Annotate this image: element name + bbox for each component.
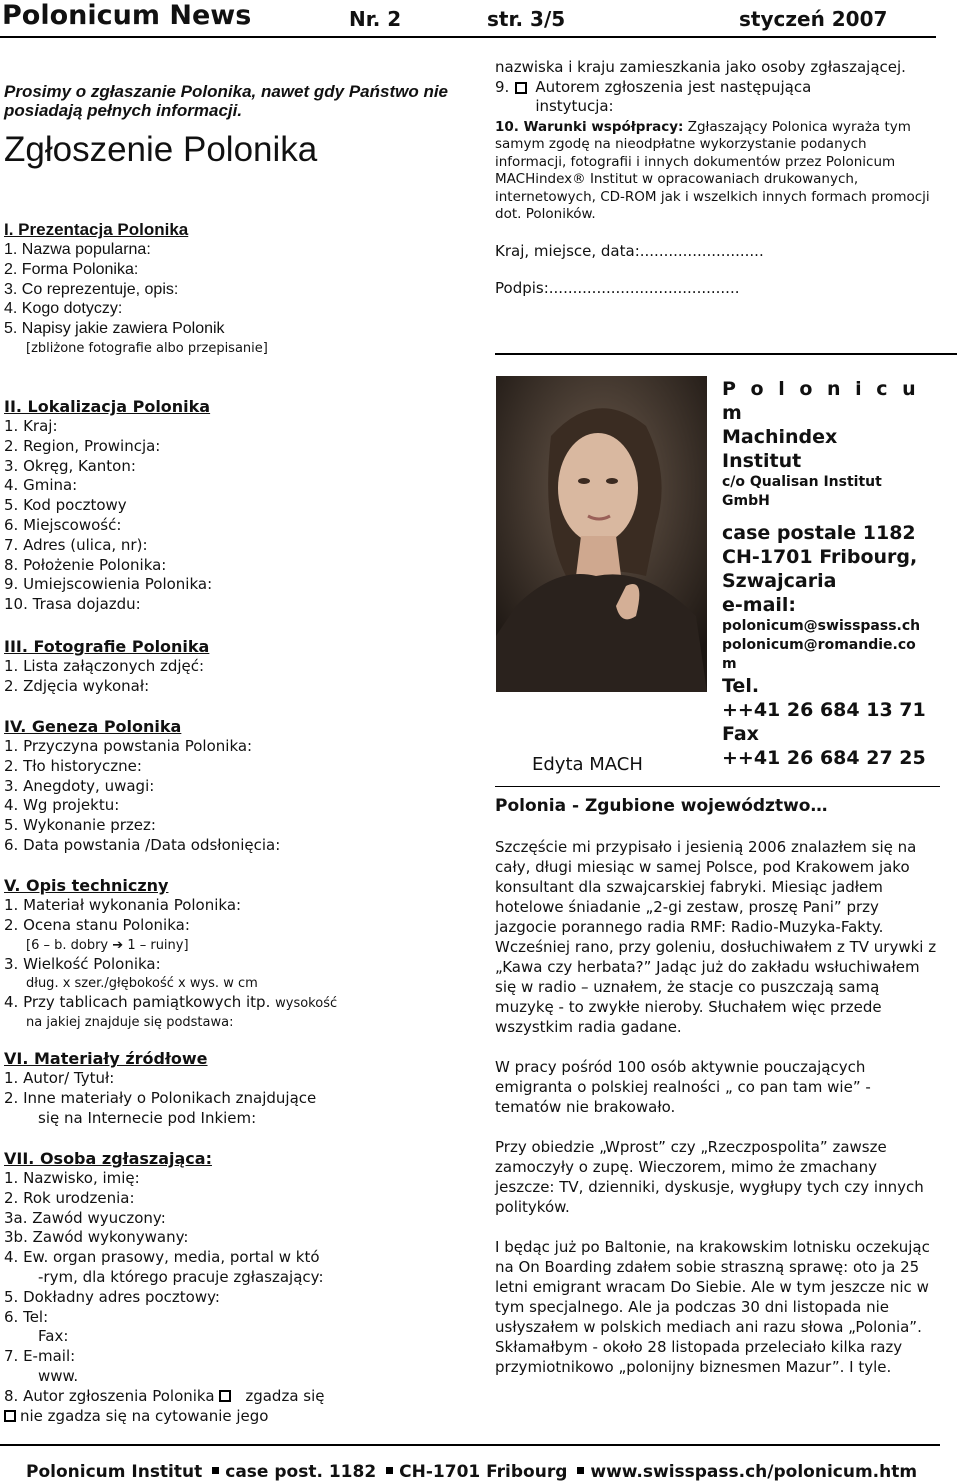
- terms-heading: 10. Warunki współpracy:: [495, 118, 684, 135]
- list-item: [4, 993, 337, 1013]
- fax-label: Fax:: [38, 1327, 69, 1346]
- list-item: 4. Wg projektu:: [4, 796, 120, 815]
- condition-scale: [4, 936, 337, 955]
- list-item: 9. Umiejscowienia Polonika:: [4, 575, 213, 594]
- section-title: II. Lokalizacja Polonika: [4, 397, 211, 416]
- postal-city: CH-1701 Fribourg,: [722, 546, 918, 568]
- list-item: 1. Przyczyna powstania Polonika:: [4, 737, 253, 755]
- signature-field: Podpis:........................................: [495, 279, 740, 297]
- continuation-text: nazwiska i kraju zamieszkania jako osoby zgłaszającej.: [495, 58, 906, 76]
- list-item: 5. Wykonanie przez:: [4, 816, 156, 835]
- list-item: [4, 1407, 325, 1427]
- divider: [495, 353, 957, 355]
- portrait-illustration: [496, 376, 707, 692]
- list-item-continuation: na jakiej znajduje się podstawa:: [26, 1015, 234, 1031]
- section-title: IV. Geneza Polonika: [4, 717, 182, 736]
- tel-label: Tel.: [722, 675, 760, 697]
- footer-city: CH-1701 Fribourg: [399, 1462, 568, 1482]
- list-item: 5. Dokładny adres pocztowy:: [4, 1287, 220, 1306]
- list-item: 3a. Zawód wyuczony:: [4, 1208, 166, 1227]
- list-item-label: Autorem zgłoszenia jest następująca instytucja:: [535, 77, 812, 115]
- page-footer: [0, 1444, 940, 1482]
- list-item: 8. Położenie Polonika:: [4, 555, 167, 574]
- checkbox-agree[interactable]: [219, 1390, 231, 1402]
- form-title: Zgłoszenie Polonika: [4, 130, 318, 169]
- list-item: 3b. Zawód wykonywany:: [4, 1228, 189, 1247]
- footer-institute: Polonicum Institut: [26, 1462, 203, 1482]
- section-title: III. Fotografie Polonika: [4, 637, 210, 656]
- www-label: www.: [38, 1366, 79, 1385]
- list-item: 3. Anegdoty, uwagi:: [4, 776, 155, 795]
- list-item-label: 8. Autor zgłoszenia Polonika: [4, 1386, 215, 1405]
- email-link[interactable]: polonicum@romandie.co: [722, 637, 916, 653]
- list-item: 3. Co reprezentuje, opis:: [4, 280, 179, 298]
- cooperation-terms: [495, 119, 940, 224]
- list-item: 3. Okręg, Kanton:: [4, 456, 136, 475]
- form-intro: [4, 82, 482, 170]
- email-link[interactable]: m: [722, 656, 737, 672]
- checkbox-institution[interactable]: [515, 82, 527, 94]
- section-title: V. Opis techniczny: [4, 876, 169, 895]
- fax-number: ++41 26 684 27 25: [722, 747, 926, 769]
- institute-name: P o l o n i c u m: [722, 378, 920, 424]
- article-paragraph: W pracy pośród 100 osób aktywnie pouczających emigranta o polskiej realności „ co pan tam wie” - tematów nie brakowało.: [495, 1058, 871, 1116]
- divider: [495, 786, 940, 787]
- section-location: [4, 397, 212, 615]
- list-item: 7. E-mail:: [4, 1347, 76, 1366]
- scale-good: [6 – b. dobry: [26, 937, 109, 953]
- list-item: 1. Nazwa popularna:: [4, 241, 151, 258]
- article-paragraph: Wcześniej rano, przy goleniu, dosłuchiwałem z TV urywki z „Kawa czy herbata?” Jadąc już do zakładu wsłuchiwałem się w radio – uznałem, że stacje co puszczają samą muzykę - to zwykłe nieroby. Słuchałem więc przede wszystkim radia gadane.: [495, 938, 937, 1036]
- intro-text: Prosimy o zgłaszanie Polonika, nawet gdy Państwo nie posiadają pełnych informacji.: [4, 82, 449, 120]
- footer-line: [26, 1462, 917, 1482]
- arrow-right-icon: ➔: [112, 937, 124, 953]
- portrait-photo: [496, 376, 707, 692]
- scale-ruin: 1 – ruiny]: [127, 937, 189, 953]
- fax-label: Fax: [722, 723, 759, 745]
- section-title: I. Prezentacja Polonika: [4, 220, 189, 239]
- list-item-continuation: -rym, dla którego pracuje zgłaszający:: [38, 1267, 324, 1286]
- list-item: 6. Tel:: [4, 1307, 49, 1326]
- agree-label: zgadza się: [245, 1386, 325, 1405]
- disagree-label: nie zgadza się na cytowanie jego: [20, 1406, 269, 1425]
- email-label: e-mail:: [722, 594, 797, 616]
- list-item: 1. Kraj:: [4, 417, 58, 435]
- checkbox-disagree[interactable]: [4, 1410, 16, 1422]
- list-item: 2. Inne materiały o Polonikach znajdujące: [4, 1088, 317, 1107]
- dimensions-note: dług. x szer./głębokość x wys. w cm: [26, 976, 258, 992]
- contact-block: [722, 377, 947, 770]
- list-item: 6. Miejscowość:: [4, 515, 122, 534]
- square-bullet-icon: [386, 1467, 393, 1474]
- section-genesis: [4, 717, 280, 856]
- list-item-continuation: się na Internecie pod Inkiem:: [38, 1108, 257, 1127]
- section-title: VII. Osoba zgłaszająca:: [4, 1149, 212, 1168]
- list-item: [4, 1387, 325, 1407]
- photo-caption: Edyta MACH: [532, 754, 643, 775]
- article-paragraph: I będąc już po Baltonie, na krakowskim lotnisku oczekując na On Boarding zdałem sobie straszną sprawę: oto ja 25 letni emigrant wracam Do Siebie. Ale w tym jeszcze nic w tym specjalnego. Ale ja podczas 30 dni listopada nie usłyszałem w polskich mediach ani razu słowa „Polonia”. Skłamałbym - około 28 listopada przeleciało kilka razy przymiotnikowo „polonijny biznesmen Mazur”. I tyle.: [495, 1238, 930, 1376]
- article-paragraph: Przy obiedzie „Wprost” czy „Rzeczpospolita” zawsze zamoczyły o zupę. Wieczorem, mimo że zmachany jeszcze: TV, dzienniki, dyskusje, wygłupy tych czy innych polityków.: [495, 1138, 924, 1216]
- list-item: 1. Autor/ Tytuł:: [4, 1069, 115, 1087]
- list-item: 2. Forma Polonika:: [4, 260, 139, 278]
- list-item: 5. Kod pocztowy: [4, 496, 127, 515]
- square-bullet-icon: [577, 1467, 584, 1474]
- article-paragraph: Szczęście mi przypisało i jesienią 2006 znalazłem się na cały, długi miesiąc w samej Polsce, pod Krakowem jako konsultant dla szwajcarskiej fabryki. Miesiąc jadłem hotelowe śniadanie „2-gi zestaw, proszę Pani” przy jazgocie porannego radia RMF: Radio-Muzyka-Fakty.: [495, 838, 917, 936]
- article: [495, 795, 940, 1377]
- issue-date: styczeń 2007: [739, 7, 888, 31]
- article-title: Polonia - Zgubione województwo…: [495, 796, 828, 816]
- terms-text: Zgłaszający Polonica wyraża tym samym zgodę na nieodpłatne wykorzystanie podanych informacji, fotografii i innych dokumentów przez Polonicum MACHindex® Institut w opracowaniach drukowanych, internetowych, CD-ROM jak i wszelkich innych formach promocji dot. Poloników.: [495, 118, 930, 222]
- list-item: 4. Ew. organ prasowy, media, portal w któ: [4, 1248, 320, 1267]
- place-date-field: Kraj, miejsce, data:..........................: [495, 241, 764, 260]
- list-item: 1. Lista załączonych zdjęć:: [4, 657, 205, 675]
- list-item: 7. Adres (ulica, nr):: [4, 535, 148, 554]
- list-item: 2. Tło historyczne:: [4, 756, 142, 775]
- list-item: 10. Trasa dojazdu:: [4, 595, 141, 614]
- section-title: VI. Materiały źródłowe: [4, 1049, 208, 1068]
- list-item-label: 4. Przy tablicach pamiątkowych itp.: [4, 993, 271, 1012]
- page-number: str. 3/5: [487, 7, 566, 31]
- section-presentation: [4, 220, 268, 358]
- email-link[interactable]: polonicum@swisspass.ch: [722, 618, 921, 634]
- list-item: [495, 78, 940, 117]
- care-of: GmbH: [722, 493, 770, 509]
- list-item: 2. Region, Prowincja:: [4, 436, 161, 455]
- list-item-number: 9.: [495, 77, 510, 96]
- postal-country: Szwajcaria: [722, 570, 837, 592]
- footer-website-link[interactable]: www.swisspass.ch/polonicum.htm: [590, 1462, 918, 1482]
- footer-postbox: case post. 1182: [225, 1462, 377, 1482]
- newsletter-brand: Polonicum News: [2, 0, 252, 31]
- issue-number: Nr. 2: [349, 7, 402, 31]
- list-item: 4. Gmina:: [4, 476, 78, 495]
- list-item: 2. Zdjęcia wykonał:: [4, 676, 150, 695]
- list-item: 2. Rok urodzenia:: [4, 1188, 135, 1207]
- list-item: 3. Wielkość Polonika:: [4, 954, 161, 973]
- section-note: [zbliżone fotografie albo przepisanie]: [26, 340, 268, 356]
- care-of: c/o Qualisan Institut: [722, 474, 882, 490]
- list-item: 2. Ocena stanu Polonika:: [4, 915, 190, 934]
- section-reporter: [4, 1149, 325, 1426]
- institute-name: Institut: [722, 450, 802, 472]
- section-technical: [4, 876, 337, 1032]
- institute-name: Machindex: [722, 426, 838, 448]
- section-photos: [4, 637, 209, 697]
- section-sources: [4, 1049, 316, 1128]
- list-item: 4. Kogo dotyczy:: [4, 300, 123, 318]
- postal-box: case postale 1182: [722, 522, 916, 544]
- list-item: 5. Napisy jakie zawiera Polonik: [4, 320, 225, 338]
- page-header: [0, 0, 936, 38]
- list-item: 6. Data powstania /Data odsłonięcia:: [4, 835, 281, 854]
- form-continuation: [495, 58, 940, 299]
- list-item: 1. Materiał wykonania Polonika:: [4, 896, 242, 914]
- square-bullet-icon: [212, 1467, 219, 1474]
- list-item: 1. Nazwisko, imię:: [4, 1169, 140, 1187]
- tel-number: ++41 26 684 13 71: [722, 699, 926, 721]
- list-item-suffix: wysokość: [275, 996, 338, 1012]
